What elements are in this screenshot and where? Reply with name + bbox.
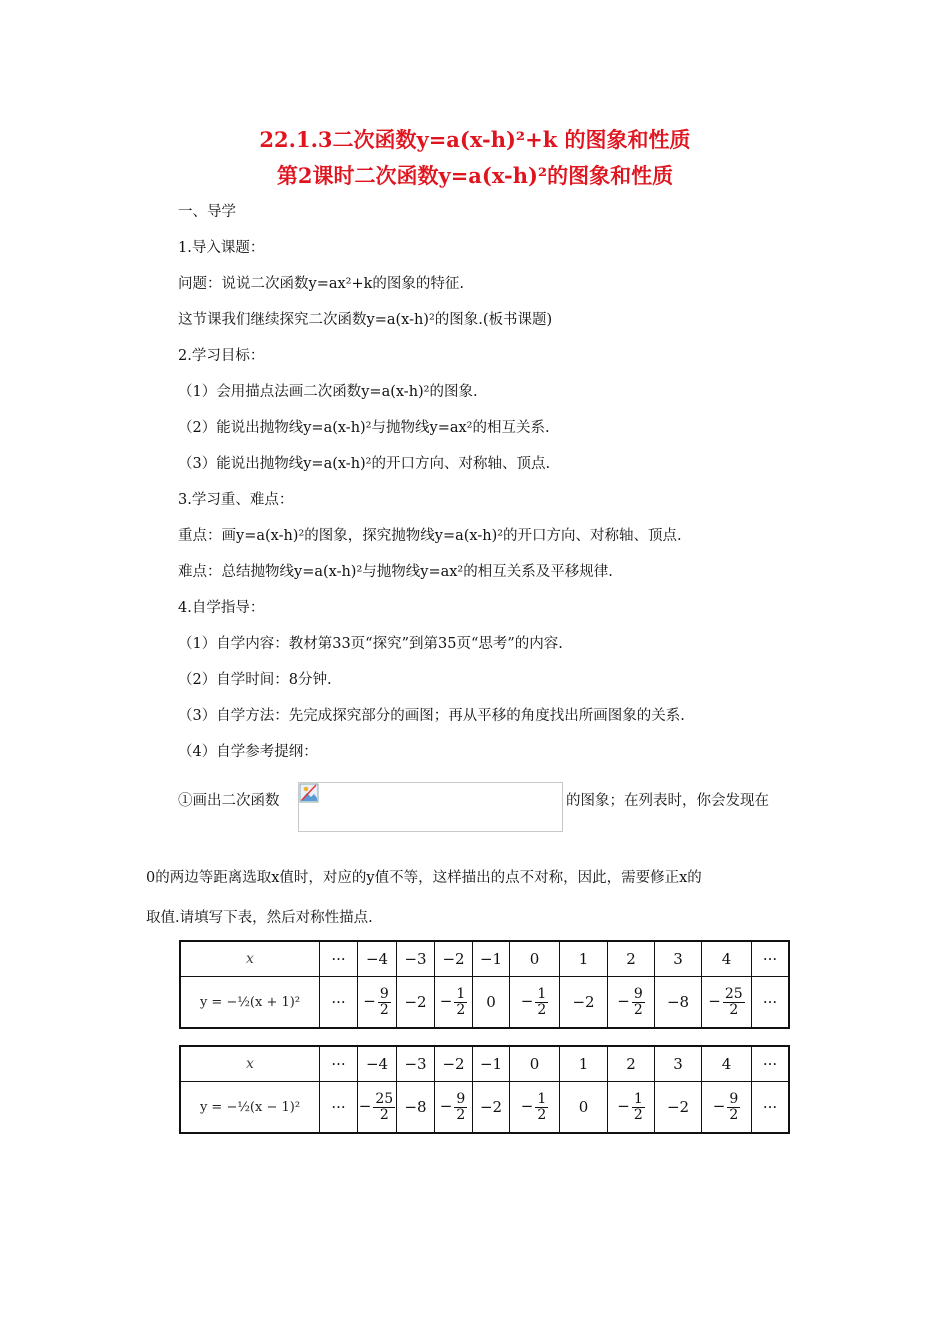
self-study-method: （3）自学方法：先完成探究部分的画图；再从平移的角度找出所画图象的关系. [178, 708, 685, 724]
y-value-cell: −2 [560, 977, 608, 1029]
y-row-label: y = −½(x + 1)² [180, 977, 320, 1029]
x-value-cell: ··· [320, 1046, 358, 1082]
y-value-cell: − $\frac{25}{2}$ [702, 977, 752, 1029]
x-value-cell: −3 [397, 941, 435, 977]
broken-image-icon [299, 783, 319, 803]
difficulty-text: 难点：总结抛物线y=a(x-h)²与抛物线y=ax²的相互关系及平移规律. [178, 564, 613, 580]
self-study-outline: （4）自学参考提纲： [178, 744, 318, 760]
section-heading-guide: 一、导学 [178, 204, 236, 220]
y-value-cell: − $\frac{1}{2}$ [510, 1082, 560, 1134]
x-value-cell: −2 [435, 941, 473, 977]
y-value-cell: − $\frac{9}{2}$ [358, 977, 397, 1029]
value-table-1 [179, 940, 790, 1029]
x-value-cell: −2 [435, 1046, 473, 1082]
y-value-cell: − $\frac{9}{2}$ [608, 977, 655, 1029]
self-study-time: （2）自学时间：8分钟. [178, 672, 332, 688]
para-line-1: 0的两边等距离选取x值时，对应的y值不等，这样描出的点不对称，因此，需要修正x的 [146, 870, 702, 886]
x-row-label: x [180, 1046, 320, 1082]
x-value-cell: −4 [358, 941, 397, 977]
y-value-cell: ··· [752, 977, 790, 1029]
y-value-cell: − $\frac{25}{2}$ [358, 1082, 397, 1134]
x-value-cell: −4 [358, 1046, 397, 1082]
y-value-cell: − $\frac{1}{2}$ [435, 977, 473, 1029]
x-value-cell: 4 [702, 1046, 752, 1082]
item-self-study-guide: 4.自学指导： [178, 600, 265, 616]
table-row-x [180, 941, 789, 977]
table-row-y [180, 977, 789, 1029]
goal-2: （2）能说出抛物线y=a(x-h)²与抛物线y=ax²的相互关系. [178, 420, 550, 436]
table-row-x [180, 1046, 789, 1082]
item-key-points: 3.学习重、难点： [178, 492, 294, 508]
x-value-cell: −1 [473, 1046, 510, 1082]
x-value-cell: ··· [752, 941, 790, 977]
goal-3: （3）能说出抛物线y=a(x-h)²的开口方向、对称轴、顶点. [178, 456, 551, 472]
table-row-y [180, 1082, 789, 1134]
goal-1: （1）会用描点法画二次函数y=a(x-h)²的图象. [178, 384, 478, 400]
y-value-cell: ··· [320, 1082, 358, 1134]
x-value-cell: ··· [752, 1046, 790, 1082]
y-value-cell: − $\frac{1}{2}$ [608, 1082, 655, 1134]
x-value-cell: 0 [510, 941, 560, 977]
y-value-cell: 0 [560, 1082, 608, 1134]
title-line-2: 第2课时二次函数y=a(x-h)²的图象和性质 [276, 163, 674, 188]
x-value-cell: 1 [560, 941, 608, 977]
key-point-text: 重点：画y=a(x-h)²的图象，探究抛物线y=a(x-h)²的开口方向、对称轴、顶点. [178, 528, 682, 544]
y-value-cell: −8 [655, 977, 702, 1029]
x-value-cell: 3 [655, 941, 702, 977]
x-value-cell: 0 [510, 1046, 560, 1082]
y-value-cell: −2 [397, 977, 435, 1029]
y-value-cell: ··· [752, 1082, 790, 1134]
step1-prefix: ①画出二次函数 [178, 793, 280, 809]
question-text: 问题：说说二次函数y=ax²+k的图象的特征. [178, 276, 465, 292]
item-intro-topic: 1.导入课题： [178, 240, 265, 256]
x-value-cell: 1 [560, 1046, 608, 1082]
step1-suffix: 的图象；在列表时，你会发现在 [566, 793, 769, 809]
x-value-cell: 3 [655, 1046, 702, 1082]
para-line-2: 取值.请填写下表，然后对称性描点. [146, 910, 373, 926]
x-value-cell: 2 [608, 941, 655, 977]
x-value-cell: ··· [320, 941, 358, 977]
self-study-content: （1）自学内容：教材第33页“探究”到第35页“思考”的内容. [178, 636, 563, 652]
x-value-cell: 2 [608, 1046, 655, 1082]
lesson-intro-text: 这节课我们继续探究二次函数y=a(x-h)²的图象.(板书课题) [178, 312, 553, 328]
y-value-cell: 0 [473, 977, 510, 1029]
y-value-cell: − $\frac{9}{2}$ [702, 1082, 752, 1134]
y-row-label: y = −½(x − 1)² [180, 1082, 320, 1134]
x-value-cell: 4 [702, 941, 752, 977]
y-value-cell: −2 [655, 1082, 702, 1134]
y-value-cell: ··· [320, 977, 358, 1029]
y-value-cell: − $\frac{9}{2}$ [435, 1082, 473, 1134]
title-line-1: 22.1.3二次函数y=a(x-h)²+k 的图象和性质 [259, 127, 691, 152]
y-value-cell: −2 [473, 1082, 510, 1134]
x-value-cell: −1 [473, 941, 510, 977]
formula-image-placeholder [298, 782, 563, 832]
x-row-label: x [180, 941, 320, 977]
y-value-cell: − $\frac{1}{2}$ [510, 977, 560, 1029]
value-table-2 [179, 1045, 790, 1134]
x-value-cell: −3 [397, 1046, 435, 1082]
y-value-cell: −8 [397, 1082, 435, 1134]
item-learning-goals: 2.学习目标： [178, 348, 265, 364]
